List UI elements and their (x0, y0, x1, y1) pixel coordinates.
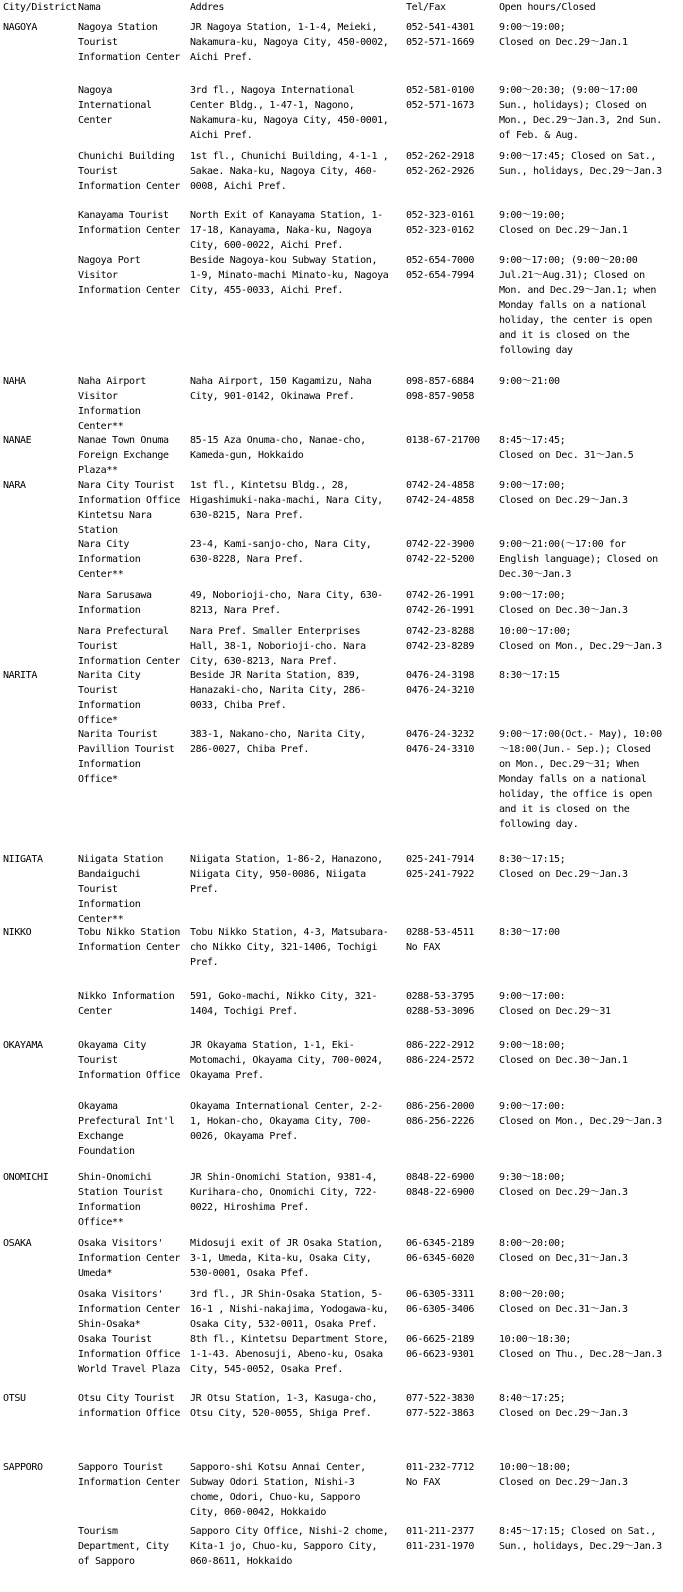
row-tel: 0288-53-3795 0288-53-3096 (406, 991, 475, 1017)
row-name: Naha Airport Visitor Information Center** (78, 376, 147, 432)
row-name: Osaka Visitors' Information Center Umeda* (78, 1238, 181, 1279)
row-tel: 052-262-2918 052-262-2926 (406, 151, 475, 177)
row-hours: 9:00～17:00: Closed on Mon., Dec.29～Jan.3 (499, 1101, 662, 1127)
row-city: ONOMICHI (3, 1172, 49, 1183)
row-address: 3rd fl., Nagoya International Center Bldg., 1-47-1, Nagono, Nakamura-ku, Nagoya City, 450-0001, Aichi Pref. (190, 85, 389, 141)
row-tel: 011-211-2377 011-231-1970 (406, 1526, 475, 1552)
row-hours: 8:30～17:00 (499, 927, 560, 938)
row-hours: 9:00～17:45; Closed on Sat., Sun., holidays, Dec.29～Jan.3 (499, 151, 662, 177)
row-address: 383-1, Nakano-cho, Narita City, 286-0027, Chiba Pref. (190, 729, 366, 755)
row-city: NAGOYA (3, 22, 38, 33)
row-hours: 8:45～17:15; Closed on Sat., Sun., holidays, Dec.29～Jan.3 (499, 1526, 662, 1552)
row-city: NIIGATA (3, 854, 43, 865)
row-hours: 8:30～17:15; Closed on Dec.29～Jan.3 (499, 854, 628, 880)
row-address: Nara Pref. Smaller Enterprises Hall, 38-1, Noborioji-cho. Nara City, 630-8213, Nara Pref. (190, 626, 366, 667)
row-address: Niigata Station, 1-86-2, Hanazono, Niigata City, 950-0086, Niigata Pref. (190, 854, 383, 895)
row-name: Osaka Visitors' Information Center Shin-Osaka* (78, 1289, 181, 1330)
row-hours: 10:00～17:00; Closed on Mon., Dec.29～Jan.3 (499, 626, 662, 652)
row-name: Nara City Information Center** (78, 539, 141, 580)
row-tel: 0138-67-21700 (406, 435, 480, 446)
row-hours: 9:00～19:00; Closed on Dec.29～Jan.1 (499, 22, 628, 48)
row-tel: 0848-22-6900 0848-22-6900 (406, 1172, 475, 1198)
row-hours: 10:00～18:30; Closed on Thu., Dec.28～Jan.3 (499, 1334, 662, 1360)
row-tel: 0476-24-3198 0476-24-3210 (406, 670, 475, 696)
row-city: SAPPORO (3, 1462, 43, 1473)
row-address: JR Otsu Station, 1-3, Kasuga-cho, Otsu City, 520-0055, Shiga Pref. (190, 1393, 378, 1419)
row-address: Beside JR Narita Station, 839, Hanazaki-cho, Narita City, 286- 0033, Chiba Pref. (190, 670, 366, 711)
row-hours: 9:00～21:00(～17:00 for English language); Closed on Dec.30～Jan.3 (499, 539, 658, 580)
row-city: OTSU (3, 1393, 26, 1404)
row-name: Nara City Tourist Information Office Kintetsu Nara Station (78, 480, 181, 536)
row-tel: 06-6625-2189 06-6623-9301 (406, 1334, 475, 1360)
row-address: 1st fl., Chunichi Building, 4-1-1 , Sakae. Naka-ku, Nagoya City, 460- 0008, Aichi Pref. (190, 151, 389, 192)
row-address: 1st fl., Kintetsu Bldg., 28, Higashimuki-naka-machi, Nara City, 630-8215, Nara Pref. (190, 480, 383, 521)
row-tel: 0476-24-3232 0476-24-3310 (406, 729, 475, 755)
row-hours: 9:00～18:00; Closed on Dec.30～Jan.1 (499, 1040, 628, 1066)
row-address: Beside Nagoya-kou Subway Station, 1-9, Minato-machi Minato-ku, Nagoya City, 455-0033, Aichi Pref. (190, 255, 389, 296)
row-address: 23-4, Kami-sanjo-cho, Nara City, 630-8228, Nara Pref. (190, 539, 372, 565)
header-city: City/District (3, 2, 77, 13)
row-hours: 9:00～17:00; (9:00～20:00 Jul.21～Aug.31); Closed on Mon. and Dec.29～Jan.1; when Monday falls on a national holiday, the center is open and it is closed on the following day (499, 255, 657, 356)
row-city: NAHA (3, 376, 26, 387)
header-name: Nama (78, 2, 101, 13)
row-name: Nara Sarusawa Information (78, 590, 152, 616)
row-hours: 9:00～17:00: Closed on Dec.29～31 (499, 991, 611, 1017)
row-hours: 10:00～18:00; Closed on Dec.29～Jan.3 (499, 1462, 628, 1488)
row-tel: 0742-23-8288 0742-23-8289 (406, 626, 475, 652)
row-name: Narita City Tourist Information Office* (78, 670, 141, 726)
row-name: Narita Tourist Pavillion Tourist Information Office* (78, 729, 175, 785)
row-name: Tourism Department, City of Sapporo (78, 1526, 169, 1567)
row-hours: 8:45～17:45; Closed on Dec. 31～Jan.5 (499, 435, 634, 461)
row-name: Nagoya Station Tourist Information Center (78, 22, 181, 63)
row-address: 49, Noborioji-cho, Nara City, 630- 8213, Nara Pref. (190, 590, 383, 616)
row-address: Sapporo City Office, Nishi-2 chome, Kita-1 jo, Chuo-ku, Sapporo City, 060-8611, Hokkaido (190, 1526, 389, 1567)
row-hours: 8:40～17:25; Closed on Dec.29～Jan.3 (499, 1393, 628, 1419)
row-tel: 052-654-7000 052-654-7994 (406, 255, 475, 281)
row-address: JR Nagoya Station, 1-1-4, Meieki, Nakamura-ku, Nagoya City, 450-0002, Aichi Pref. (190, 22, 389, 63)
row-city: NIKKO (3, 927, 32, 938)
row-name: Otsu City Tourist information Office (78, 1393, 181, 1419)
row-tel: 086-256-2000 086-256-2226 (406, 1101, 475, 1127)
row-address: Midosuji exit of JR Osaka Station, 3-1, Umeda, Kita-ku, Osaka City, 530-0001, Osaka Pfef. (190, 1238, 383, 1279)
row-address: JR Shin-Onomichi Station, 9381-4, Kurihara-cho, Onomichi City, 722- 0022, Hiroshima Pref. (190, 1172, 378, 1213)
row-hours: 8:00～20:00; Closed on Dec,31～Jan.3 (499, 1238, 628, 1264)
row-hours: 9:00～17:00; Closed on Dec.29～Jan.3 (499, 480, 628, 506)
row-tel: 052-581-0100 052-571-1673 (406, 85, 475, 111)
row-address: Naha Airport, 150 Kagamizu, Naha City, 901-0142, Okinawa Pref. (190, 376, 372, 402)
row-tel: 052-541-4301 052-571-1669 (406, 22, 475, 48)
row-hours: 8:30～17:15 (499, 670, 560, 681)
row-hours: 9:00～21:00 (499, 376, 560, 387)
row-address: Okayama International Center, 2-2- 1, Hokan-cho, Okayama City, 700- 0026, Okayama Pref. (190, 1101, 383, 1142)
row-name: Sapporo Tourist Information Center (78, 1462, 181, 1488)
row-name: Kanayama Tourist Information Center (78, 210, 181, 236)
row-city: NARITA (3, 670, 38, 681)
row-name: Okayama Prefectural Int'l Exchange Foundation (78, 1101, 175, 1157)
row-tel: 0288-53-4511 No FAX (406, 927, 475, 953)
row-tel: 052-323-0161 052-323-0162 (406, 210, 475, 236)
row-address: Tobu Nikko Station, 4-3, Matsubara- cho Nikko City, 321-1406, Tochigi Pref. (190, 927, 389, 968)
row-tel: 077-522-3830 077-522-3863 (406, 1393, 475, 1419)
row-name: Nikko Information Center (78, 991, 175, 1017)
header-tel: Tel/Fax (406, 2, 446, 13)
row-address: JR Okayama Station, 1-1, Eki- Motomachi, Okayama City, 700-0024, Okayama Pref. (190, 1040, 383, 1081)
row-hours: 9:00～19:00; Closed on Dec.29～Jan.1 (499, 210, 628, 236)
row-name: Osaka Tourist Information Office World Travel Plaza (78, 1334, 181, 1375)
row-name: Nanae Town Onuma Foreign Exchange Plaza** (78, 435, 169, 476)
row-address: 591, Goko-machi, Nikko City, 321- 1404, Tochigi Pref. (190, 991, 378, 1017)
row-tel: 011-232-7712 No FAX (406, 1462, 475, 1488)
row-tel: 086-222-2912 086-224-2572 (406, 1040, 475, 1066)
header-hours: Open hours/Closed (499, 2, 596, 13)
row-name: Nara Prefectural Tourist Information Center (78, 626, 181, 667)
row-name: Nagoya International Center (78, 85, 152, 126)
row-name: Nagoya Port Visitor Information Center (78, 255, 181, 296)
row-address: 3rd fl., JR Shin-Osaka Station, 5- 16-1 , Nishi-nakajima, Yodogawa-ku, Osaka City, 532-0011, Osaka Pref. (190, 1289, 389, 1330)
row-tel: 06-6305-3311 06-6305-3406 (406, 1289, 475, 1315)
row-city: OKAYAMA (3, 1040, 43, 1051)
row-hours: 8:00～20:00; Closed on Dec.31～Jan.3 (499, 1289, 628, 1315)
row-city: NANAE (3, 435, 32, 446)
row-tel: 025-241-7914 025-241-7922 (406, 854, 475, 880)
row-address: 85-15 Aza Onuma-cho, Nanae-cho, Kameda-gun, Hokkaido (190, 435, 366, 461)
row-tel: 098-857-6884 098-857-9058 (406, 376, 475, 402)
row-hours: 9:00～17:00(Oct.- May), 10:00 ～18:00(Jun.- Sep.); Closed on Mon., Dec.29～31; When Monday falls on a national holiday, the office is open and it is closed on the following day. (499, 729, 662, 830)
header-address: Addres (190, 2, 225, 13)
row-tel: 06-6345-2189 06-6345-6020 (406, 1238, 475, 1264)
row-hours: 9:30～18:00; Closed on Dec.29～Jan.3 (499, 1172, 628, 1198)
row-city: NARA (3, 480, 26, 491)
row-name: Chunichi Building Tourist Information Center (78, 151, 181, 192)
row-name: Shin-Onomichi Station Tourist Information Office** (78, 1172, 164, 1228)
row-tel: 0742-26-1991 0742-26-1991 (406, 590, 475, 616)
row-address: North Exit of Kanayama Station, 1- 17-18, Kanayama, Naka-ku, Nagoya City, 600-0022, Aichi Pref. (190, 210, 383, 251)
row-city: OSAKA (3, 1238, 32, 1249)
row-address: Sapporo-shi Kotsu Annai Center, Subway Odori Station, Nishi-3 chome, Odori, Chuo-ku, Sapporo City, 060-0042, Hokkaido (190, 1462, 366, 1518)
row-hours: 9:00～17:00; Closed on Dec.30～Jan.3 (499, 590, 628, 616)
row-hours: 9:00～20:30; (9:00～17:00 Sun., holidays); Closed on Mon., Dec.29～Jan.3, 2nd Sun. of Feb. & Aug. (499, 85, 662, 141)
row-name: Tobu Nikko Station Information Center (78, 927, 181, 953)
row-tel: 0742-24-4858 0742-24-4858 (406, 480, 475, 506)
row-name: Niigata Station Bandaiguchi Tourist Information Center** (78, 854, 164, 925)
row-address: 8th fl., Kintetsu Department Store, 1-1-43. Abenosuji, Abeno-ku, Osaka City, 545-0052, Osaka Pref. (190, 1334, 389, 1375)
row-tel: 0742-22-3900 0742-22-5200 (406, 539, 475, 565)
row-name: Okayama City Tourist Information Office (78, 1040, 181, 1081)
